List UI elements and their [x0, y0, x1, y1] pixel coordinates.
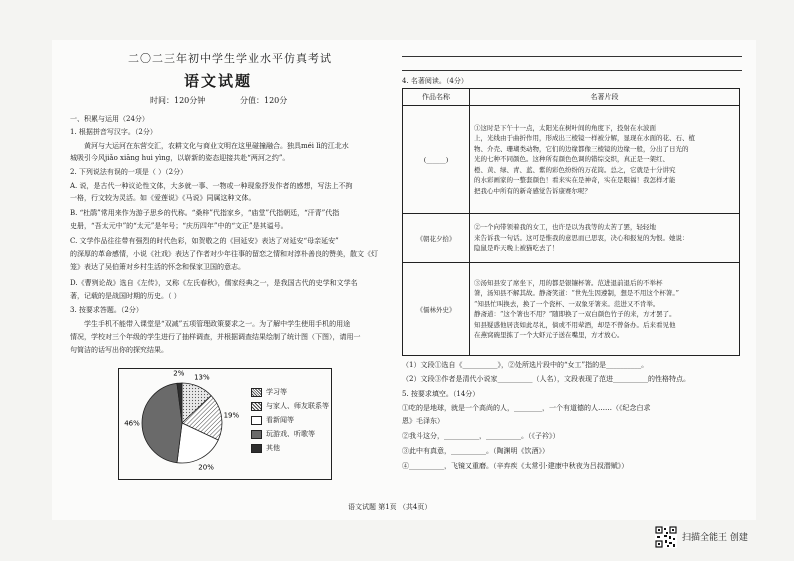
- fill-blank: （2）文段③作者是清代小说家__________（人名），文段表现了范进__________的性格特点。: [402, 375, 690, 383]
- excerpt-line: 橙、黄、绿、青、蓝、紫的彩色纷纷的万花筒。总之，它就是十分讲究: [474, 165, 676, 174]
- chart-legend: [251, 387, 329, 457]
- pie-slice: [142, 383, 182, 462]
- option-c: 笼》表达了吴伯箫对乡村生活的怀念和保家卫国的意志。: [70, 263, 245, 271]
- fill-blank: 恩》毛泽东）: [402, 417, 444, 425]
- option-a: A. 说，是古代一种议论性文体，大多就一事、一物或一种现象抒发作者的感想，写法上不拘: [70, 182, 353, 190]
- pie-slice-label: 46%: [124, 419, 140, 428]
- chart-frame: [118, 368, 332, 480]
- question-2-heading: 2. 下列说法有误的一项是（ ）（2分）: [70, 168, 188, 176]
- reading-table: [402, 88, 740, 356]
- question-3-text: 学生手机不能带入课堂是“双减”五项管理政策要求之一。为了解中学生使用手机的用途: [84, 320, 351, 328]
- pie-slice-label: 20%: [198, 463, 214, 472]
- exam-title: 二〇二三年初中学生学业水平仿真考试: [128, 52, 332, 65]
- legend-swatch: [251, 388, 262, 397]
- header-line: [402, 56, 742, 57]
- excerpt-text: [470, 106, 740, 214]
- question-1-heading: 1. 根据拼音写汉字。（2分）: [70, 128, 157, 136]
- qr-code-icon: [655, 526, 677, 548]
- subject-title: 语文试题: [184, 72, 253, 90]
- option-d: 著，记载的是战国时期的历史。（ ）: [70, 292, 181, 300]
- excerpt-line: 来告诉我一句话。这可是惟我的意思而已思衷，决心和报复的为恨。她说：: [474, 233, 689, 242]
- legend-entry: [251, 387, 329, 397]
- excerpt-line: 箸，汤知县不解其故。静斋笑道：“世先生因遵制，想是不用这个杯箸。”: [474, 289, 679, 297]
- question-1-text: 黄河与大运河在东营交汇，农耕文化与商业文明在这里碰撞融合。独具méi lì的江北水: [84, 142, 349, 150]
- legend-label: 其他: [266, 444, 280, 452]
- scanner-brand: 扫描全能王 创建: [682, 533, 748, 543]
- table-row: [403, 106, 740, 214]
- excerpt-line: 静斋道：“这个箸也不用？”随即换了一双白颜色竹子的来，方才罢了。: [474, 310, 676, 318]
- excerpt-line: 物、介壳、珊瑚类动物，它们的边缘都像三棱镜的边缘一般，分出了日光的: [474, 144, 689, 153]
- legend-label: 学习等: [266, 388, 287, 396]
- excerpt-line: “知县忙叫换去，换了一个瓷杯、一双象牙箸来。范进又不肯举。: [474, 299, 660, 308]
- legend-swatch: [251, 430, 262, 439]
- work-name-blank: (______): [403, 106, 470, 214]
- header-line-2: [402, 70, 742, 71]
- legend-entry: [251, 429, 329, 439]
- legend-entry: [251, 415, 329, 425]
- excerpt-line: ②一个向带领着我的女工，也许是以为我等的太苦了罢，轻轻地: [474, 223, 656, 232]
- question-4-heading: 4. 名著阅读。（4分）: [402, 77, 468, 85]
- work-name: 《朝花夕拾》: [403, 214, 470, 263]
- fill-blank: ①吃的是地球，就是一个高尚的人，________，一个有道德的人……（《纪念白求: [402, 404, 651, 412]
- question-5-heading: 5. 按要求填空。（14分）: [402, 390, 480, 398]
- option-a: 一格，行文较为灵活。如《爱莲说》《马说》同属这种文体。: [70, 194, 256, 202]
- question-1-text: 城吸引今风jiǎo xiāng hui yìng，以崭新的姿态迎接共赴“两河之约”。: [70, 154, 290, 162]
- excerpt-line: 隐鼠是昨天晚上被猫吃去了！: [474, 244, 559, 253]
- legend-swatch: [251, 444, 262, 453]
- column-header-title: 作品名称: [403, 89, 470, 106]
- table-row: [403, 214, 740, 263]
- pie-slice-label: 2%: [173, 369, 185, 378]
- option-c: 的深厚的革命感情，小说《社戏》表达了作者对少年往事的留恋之情和对淳朴善良的赞美，散文《灯: [70, 250, 378, 258]
- fill-blank: ③此中有真意，__________。（陶渊明《饮酒》）: [402, 447, 549, 455]
- option-c: C. 文学作品往往带有强烈的时代色彩，如贺敬之的《回延安》表达了对延安“母亲延安”: [70, 237, 339, 245]
- legend-label: 与家人、师友联系等: [266, 402, 329, 410]
- pie-slice-label: 19%: [223, 411, 240, 420]
- excerpt-line: 在燕窝碗里拣了一个大虾元子送在嘴里，方才放心。: [474, 331, 624, 339]
- excerpt-line: 知县疑惑他居丧如此尽礼，倘或不用荤酒，却是不曾备办。后来看见他: [474, 320, 676, 329]
- fill-blank: （1）文段①选自《__________》，②处所选片段中的“女工”指的是__________。: [402, 361, 649, 369]
- column-header-excerpt: 名著片段: [470, 89, 740, 106]
- excerpt-line: 光的七种不同颜色。这种所有颜色色调的错综交织，真正是一架红、: [474, 155, 669, 164]
- fill-blank: ④__________，飞镜又重磨。（辛弃疾《太常引·建康中秋夜为吕叔潜赋》）: [402, 462, 629, 470]
- option-b: B. “杜鹃”常用来作为游子思乡的代称。“桑梓”代指家乡，“庙堂”代指朝廷，“汗青”代指: [70, 209, 340, 217]
- excerpt-line: 的水彩画家的一整套颜色！看来实在是神奇，实在是眼福！我怎样才能: [474, 176, 676, 185]
- page-number: 语文试题 第1页 （共4页）: [348, 503, 432, 511]
- legend-entry: [251, 443, 329, 453]
- option-d: D.《曹刿论战》选自《左传》，又称《左氏春秋》，儒家经典之一，是我国古代的史学和文学名: [70, 279, 358, 287]
- legend-swatch: [251, 416, 262, 425]
- excerpt-text: [470, 214, 740, 263]
- legend-label: 玩游戏、听歌等: [266, 430, 315, 438]
- legend-swatch: [251, 402, 262, 411]
- excerpt-line: 把我心中所有的新奇感觉告诉康赛尔呢？: [474, 186, 591, 195]
- fill-blank: ②我斗这分，__________，__________。（《子衿》）: [402, 432, 560, 440]
- legend-entry: [251, 401, 329, 411]
- excerpt-line: ①这时是下午十一点，太阳光在树叶间的角度下，投射在水波面: [474, 123, 656, 132]
- legend-label: 看新闻等: [266, 416, 294, 424]
- exam-time: 时间：120分钟: [150, 96, 206, 105]
- exam-score: 分值：120分: [240, 96, 288, 105]
- option-b: 史册，“吾太元中”的“太元”是年号；“庆历四年”中的“文正”是其谥号。: [70, 222, 288, 230]
- section-heading: 一、积累与运用（24分）: [70, 115, 149, 123]
- work-name: 《儒林外史》: [403, 263, 470, 356]
- table-header-row: [403, 89, 740, 106]
- excerpt-line: 上，光线由于曲折作用，形成出三棱镜一样被分解，显现在水面的花、石、植: [474, 134, 695, 143]
- question-3-text: 句简洁的话写出你的探究结果。: [70, 346, 168, 354]
- pie-slice-label: 13%: [194, 373, 210, 382]
- excerpt-text: [470, 263, 740, 356]
- question-3-text: 情况，学校对三个年级的学生进行了抽样调查，并根据调查结果绘制了统计图（下图），请用一: [70, 333, 361, 341]
- table-row: [403, 263, 740, 356]
- question-3-heading: 3. 按要求答题。（2分）: [70, 306, 143, 314]
- excerpt-line: ③汤知县安了席坐下，用的都是银镶杯箸。范进退前退后的不举杯: [474, 278, 663, 287]
